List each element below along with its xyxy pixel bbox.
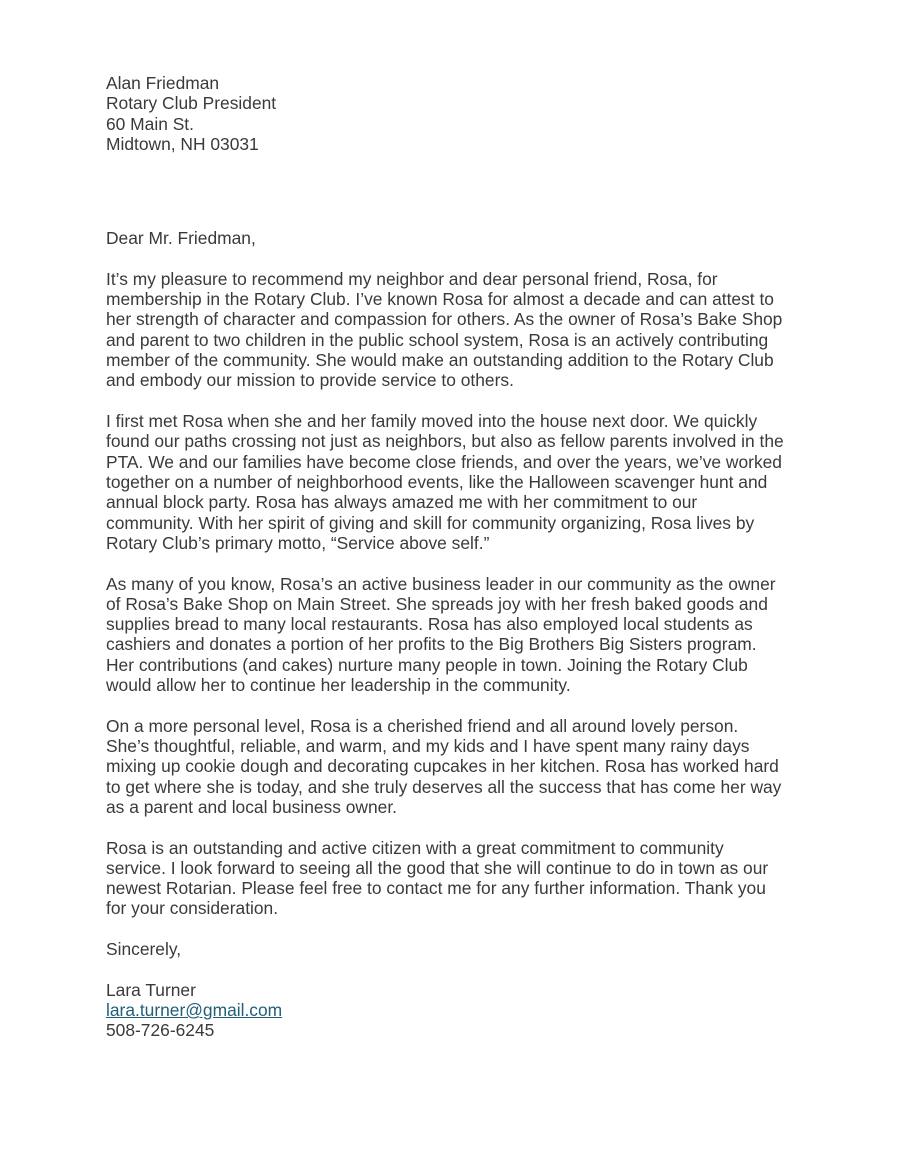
paragraph-line: annual block party. Rosa has always amazed me with her commitment to our [106, 492, 698, 513]
salutation-block [106, 228, 806, 248]
recipient-title: Rotary Club President [106, 93, 277, 114]
closing-block [106, 939, 806, 959]
spacer [106, 959, 806, 979]
letter-body [106, 73, 806, 1041]
paragraph-2 [106, 411, 806, 553]
spacer [106, 553, 806, 573]
paragraph-line: membership in the Rotary Club. I’ve known Rosa for almost a decade and can attest to [106, 289, 774, 310]
paragraph-5 [106, 838, 806, 919]
spacer [106, 154, 806, 228]
recipient-street: 60 Main St. [106, 113, 194, 134]
spacer [106, 919, 806, 939]
paragraph-line: She’s thoughtful, reliable, and warm, and my kids and I have spent many rainy days [106, 735, 750, 756]
paragraph-line: as a parent and local business owner. [106, 796, 397, 817]
paragraph-line: and embody our mission to provide service to others. [106, 370, 514, 391]
paragraph-line: mixing up cookie dough and decorating cupcakes in her kitchen. Rosa has worked hard [106, 756, 779, 777]
recipient-city: Midtown, NH 03031 [106, 133, 259, 154]
paragraph-line: Her contributions (and cakes) nurture many people in town. Joining the Rotary Club [106, 654, 748, 675]
paragraph-line: of Rosa’s Bake Shop on Main Street. She spreads joy with her fresh baked goods and [106, 593, 768, 614]
paragraph-1 [106, 269, 806, 391]
closing: Sincerely, [106, 939, 182, 960]
paragraph-line: It’s my pleasure to recommend my neighbor and dear personal friend, Rosa, for [106, 268, 718, 289]
sender-email-line [106, 1000, 806, 1020]
paragraph-line: and parent to two children in the public school system, Rosa is an actively contributing [106, 329, 769, 350]
paragraph-line: together on a number of neighborhood events, like the Halloween scavenger hunt and [106, 471, 768, 492]
paragraph-line: PTA. We and our families have become close friends, and over the years, we’ve worked [106, 451, 782, 472]
paragraph-line: newest Rotarian. Please feel free to contact me for any further information. Thank you [106, 878, 766, 899]
salutation: Dear Mr. Friedman, [106, 228, 256, 249]
spacer [106, 248, 806, 268]
paragraph-line: would allow her to continue her leadership in the community. [106, 675, 571, 695]
paragraph-line: for your consideration. [106, 898, 279, 919]
paragraph-line: community. With her spirit of giving and skill for community organizing, Rosa lives by [106, 512, 755, 533]
paragraph-line: As many of you know, Rosa’s an active business leader in our community as the owner [106, 573, 776, 594]
paragraph-4 [106, 716, 806, 817]
paragraph-line: to get where she is today, and she truly deserves all the success that has come her way [106, 776, 782, 797]
paragraph-line: service. I look forward to seeing all the good that she will continue to do in town as our [106, 857, 769, 878]
paragraph-line: found our paths crossing not just as neighbors, but also as fellow parents involved in the [106, 431, 784, 452]
paragraph-line: member of the community. She would make an outstanding addition to the Rotary Club [106, 350, 774, 371]
recipient-address [106, 73, 806, 154]
spacer [106, 695, 806, 715]
paragraph-line: Rosa is an outstanding and active citizen with a great commitment to community [106, 837, 724, 858]
sender-name: Lara Turner [106, 979, 196, 1000]
paragraph-line: supplies bread to many local restaurants. Rosa has also employed local students as [106, 614, 753, 635]
sender-phone: 508-726-6245 [106, 1020, 215, 1041]
paragraph-line: On a more personal level, Rosa is a cherished friend and all around lovely person. [106, 715, 739, 736]
paragraph-line: her strength of character and compassion for others. As the owner of Rosa’s Bake Shop [106, 309, 783, 330]
paragraph-3 [106, 574, 806, 696]
spacer [106, 817, 806, 837]
paragraph-line: Rotary Club’s primary motto, “Service above self.” [106, 532, 490, 553]
sender-email-link[interactable]: lara.turner@gmail.com [106, 1000, 283, 1021]
recipient-name: Alan Friedman [106, 73, 220, 93]
sender-signature [106, 980, 806, 1041]
spacer [106, 391, 806, 411]
paragraph-line: I first met Rosa when she and her family moved into the house next door. We quickly [106, 411, 758, 432]
paragraph-line: cashiers and donates a portion of her profits to the Big Brothers Big Sisters program. [106, 634, 757, 655]
